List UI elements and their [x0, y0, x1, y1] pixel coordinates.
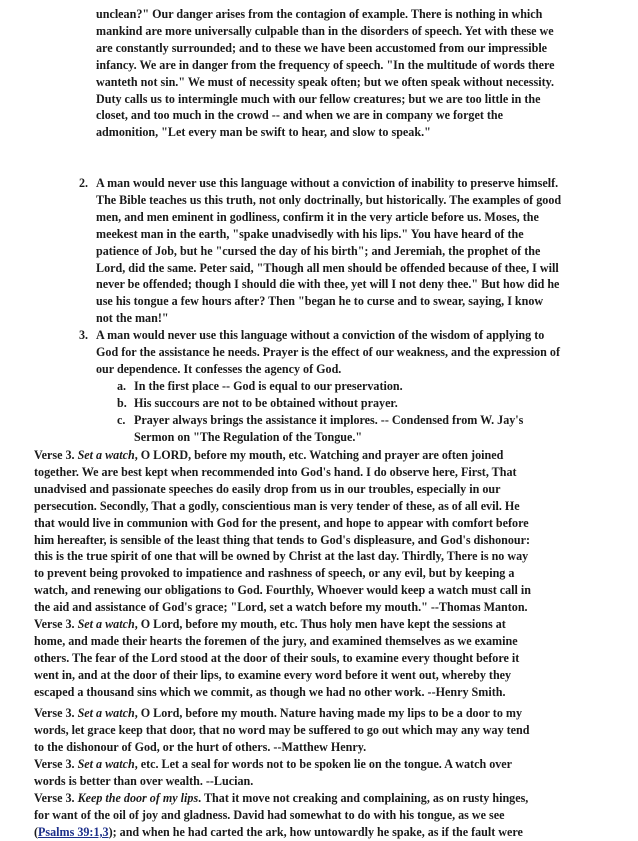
verse-quote: Keep the door of my lips [77, 791, 199, 805]
verse-ref: Verse 3. [34, 791, 78, 805]
paragraph-line: words is better than over wealth. --Lucian. [34, 773, 254, 788]
paragraph-first-line [34, 447, 630, 464]
list-item-line: patience of Job, but he "cursed the day of his birth"; and Jeremiah, the prophet of the [96, 243, 541, 258]
sub-list [48, 378, 630, 446]
sub-item-marker: a. [117, 379, 127, 393]
sub-item-line: Sermon on "The Regulation of the Tongue." [134, 429, 363, 444]
sub-item-marker: c. [117, 413, 126, 427]
sub-item-line: His succours are not to be obtained without prayer. [134, 395, 398, 410]
paragraph-text: . That it move not creaking and complaining, as on rusty hinges, [198, 791, 529, 805]
list-item-2 [48, 175, 630, 327]
paragraph-text: , etc. Let a seal for words not to be spoken lie on the tongue. A watch over [134, 757, 513, 771]
verse-ref: Verse 3. [34, 448, 78, 462]
list-item-line: A man would never use this language without a conviction of the wisdom of applying to [96, 328, 545, 342]
paragraph-line: others. The fear of the Lord stood at the door of their souls, to examine every thought before it [34, 650, 520, 665]
paragraph-line: him hereafter, is sensible of the least thing that tends to God's displeasure, and God's dishonour: [34, 532, 531, 547]
paragraph-line: that would live in communion with God for the present, and hope to appear with comfort before [34, 515, 529, 530]
paragraph-line: to the dishonour of God, or the hurt of others. --Matthew Henry. [34, 739, 367, 754]
verse-quote: Set a watch [77, 706, 135, 720]
scripture-link[interactable]: Psalms 39:1,3 [38, 824, 109, 839]
intro-line: are constantly surrounded; and to these we have been accustomed from our impressible [96, 40, 548, 55]
paragraph-text: ); and when he had carted the ark, how untowardly he spake, as if the fault were [108, 824, 523, 839]
paragraph-line: persecution. Secondly, That a godly, conscientious man is very tender of these, as of all evil. He [34, 498, 520, 513]
paragraph-line: unadvised and passionate speeches do easily drop from us in our troubles, especially in our [34, 481, 501, 496]
verse-ref: Verse 3. [34, 757, 78, 771]
paren-open: ( [34, 824, 39, 839]
list-item-line: God for the assistance he needs. Prayer is the effect of our weakness, and the expression of [96, 344, 561, 359]
list-item-line: never be offended; though I should die with thee, yet will I not deny thee." But how did he [96, 277, 560, 292]
commentary-paragraph [34, 616, 630, 701]
commentary-paragraph [34, 447, 630, 616]
paragraph-line: home, and made their hearts the foremen of the jury, and examined themselves as we examine [34, 633, 518, 648]
paragraph-first-line [34, 705, 630, 722]
verse-quote: Set a watch [77, 617, 135, 631]
list-item-line: our dependence. It confesses the agency of God. [96, 361, 342, 376]
paragraph-line: escaped a thousand sins which we commit, as though we had no other work. --Henry Smith. [34, 684, 506, 699]
verse-ref: Verse 3. [34, 617, 78, 631]
paragraph-text: , O Lord, before my mouth, etc. Thus holy men have kept the sessions at [134, 617, 506, 631]
paragraph-first-line [34, 790, 630, 807]
paragraph-line: watch, and renewing our obligations to God. Fourthly, Whoever would keep a watch must call in [34, 583, 532, 598]
intro-line: closet, and too much in the crowd -- and when we are in company we forget the [96, 108, 504, 123]
paragraph-line: for want of the oil of joy and gladness. David had somewhat to do with his tongue, as we see [34, 807, 505, 822]
list-item-line: The Bible teaches us this truth, not only doctrinally, but historically. The examples of good [96, 192, 562, 207]
paragraph-line: together. We are best kept when recommended into God's hand. I do observe here, First, That [34, 464, 517, 479]
list-item-3 [48, 327, 630, 378]
verse-ref: Verse 3. [34, 706, 78, 720]
paragraph-line: to prevent being provoked to impatience and rashness of speech, or any evil, but by keeping a [34, 566, 515, 581]
commentary-paragraph [34, 790, 630, 841]
list-item-line: meekest man in the earth, "spake unadvisedly with his lips." You have heard of the [96, 226, 524, 241]
paragraph-line: went in, and at the door of their lips, to examine every word before it went out, whereby they [34, 667, 512, 682]
verse-quote: Set a watch [77, 448, 135, 462]
commentary-paragraph [34, 705, 630, 756]
list-item-line: use his tongue a few hours after? Then "began he to curse and to swear, saying, I know [96, 294, 544, 309]
sub-item-line: In the first place -- God is equal to our preservation. [134, 379, 403, 393]
verse-quote: Set a watch [77, 757, 135, 771]
paragraph-text: , O Lord, before my mouth. Nature having made my lips to be a door to my [134, 706, 523, 720]
list-item-marker: 2. [79, 176, 89, 190]
paragraph-first-line [34, 616, 630, 633]
paragraph-line: words, let grace keep that door, that no word may be suffered to go out which may any way tend [34, 722, 530, 737]
list-item-marker: 3. [79, 328, 89, 342]
intro-line: mankind are more universally culpable than in the disorders of speech. Yet with these we [96, 23, 554, 38]
intro-line: admonition, "Let every man be swift to hear, and slow to speak." [96, 125, 431, 140]
intro-line: infancy. We are in danger from the frequency of speech. "In the multitude of words there [96, 57, 555, 72]
intro-line: Duty calls us to intermingle much with our fellow creatures; but we are too little in the [96, 91, 541, 106]
commentary-paragraph [34, 756, 630, 790]
sub-item-line: Prayer always brings the assistance it implores. -- Condensed from W. Jay's [134, 412, 524, 427]
paragraph-line: the aid and assistance of God's grace; "Lord, set a watch before my mouth." --Thomas Manton. [34, 600, 528, 615]
intro-continuation [48, 6, 630, 141]
list-item-line: Lord, did the same. Peter said, "Though all men should be offended because of thee, I will [96, 260, 559, 275]
list-item-line: not the man!" [96, 311, 169, 326]
paragraph-first-line [34, 756, 630, 773]
intro-line: unclean?" Our danger arises from the contagion of example. There is nothing in which [96, 7, 543, 21]
intro-line: wanteth not sin." We must of necessity speak often; but we often speak without necessity. [96, 74, 554, 89]
paragraph-last-line [34, 824, 630, 841]
sub-item-marker: b. [117, 396, 127, 410]
paragraph-text: , O LORD, before my mouth, etc. Watching and prayer are often joined [134, 448, 504, 462]
list-item-line: A man would never use this language without a conviction of inability to preserve himself. [96, 176, 559, 190]
list-item-line: men, and men eminent in godliness, confirm it in the very article before us. Moses, the [96, 209, 539, 224]
paragraph-line: this is the true spirit of one that will be owned by Christ at the last day. Thirdly, There is no way [34, 549, 529, 564]
